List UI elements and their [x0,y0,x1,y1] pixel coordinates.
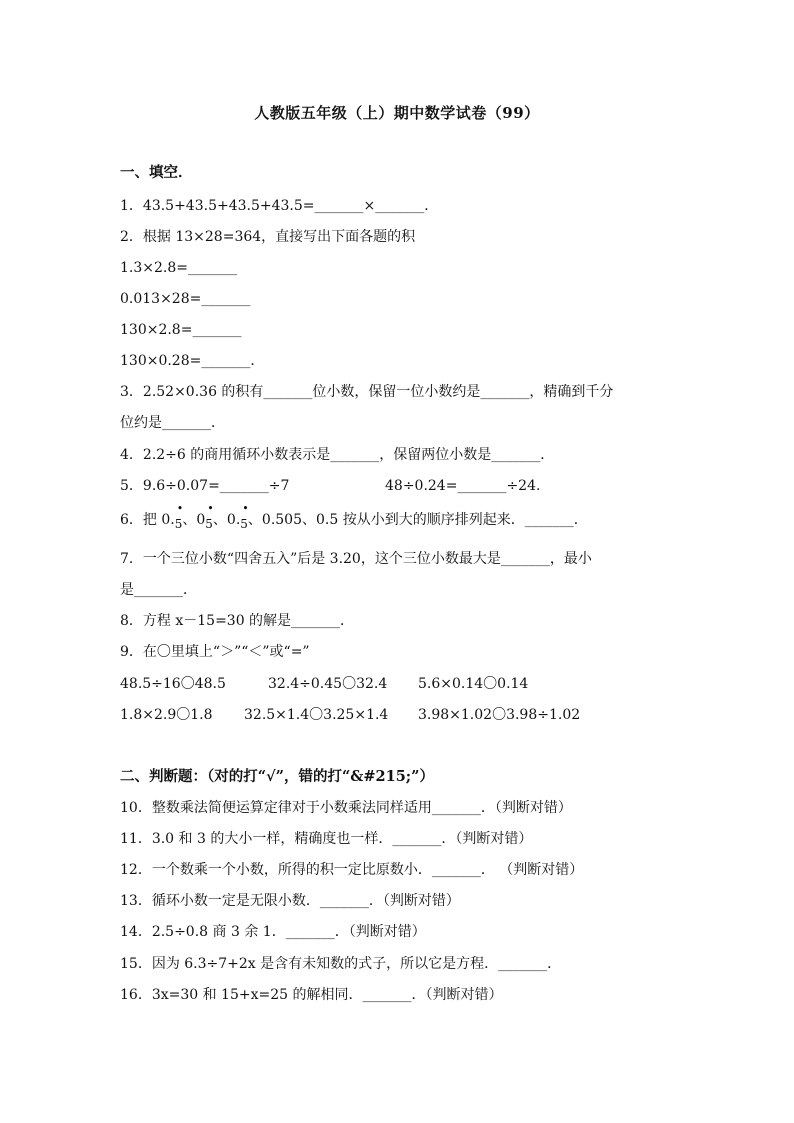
compare-item: 48.5÷16〇48.5 [120,676,226,692]
question-13: 13．循环小数一定是无限小数．_______．（判断对错） [120,893,460,909]
question-14: 14．2.5÷0.8 商 3 余 1．_______．（判断对错） [120,924,426,940]
repeat-dot: • [176,502,184,515]
question-7-line-2: 是_______． [120,582,197,598]
question-2: 2．根据 13×28=364，直接写出下面各题的积 [120,229,416,245]
repeating-digit-3: • 5 [240,502,249,531]
section2-heading: 二、判断题：（对的打“√”，错的打“&#215;”） [120,768,435,785]
compare-item: 5.6×0.14〇0.14 [418,676,529,692]
question-9-row-1 [120,674,690,694]
question-11: 11．3.0 和 3 的大小一样，精确度也一样．_______．（判断对错） [120,831,533,847]
question-5-right: 48÷0.24=_______÷24. [385,478,541,494]
compare-item: 32.4÷0.45〇32.4 [268,676,388,692]
question-5-left: 5．9.6÷0.07=_______÷7 [120,478,290,494]
question-16: 16．3x=30 和 15+x=25 的解相同．_______．（判断对错） [120,987,503,1003]
question-6-mid-1: 、0 [182,512,206,528]
question-3-line-1: 3．2.52×0.36 的积有_______位小数，保留一位小数约是_______，精确到千分 [120,384,614,400]
question-2-item-1: 1.3×2.8=_______ [120,260,237,276]
question-3-line-2: 位约是_______． [120,415,225,431]
compare-item: 1.8×2.9〇1.8 [120,707,213,723]
question-7-line-1: 7．一个三位小数“四舍五入”后是 3.20，这个三位小数最大是_______，最小 [120,551,592,567]
question-9: 9．在〇里填上“＞”“＜”或“=” [120,644,310,660]
question-10: 10．整数乘法简便运算定律对于小数乘法同样适用_______．（判断对错） [120,800,572,816]
question-5 [120,476,690,496]
question-15: 15．因为 6.3÷7+2x 是含有未知数的式子，所以它是方程．_______． [120,956,562,972]
repeat-dot: • [242,502,249,515]
repeating-digit-1: • 5 [174,502,184,531]
question-2-item-4: 130×0.28=_______． [120,353,265,369]
question-4: 4．2.2÷6 的商用循环小数表示是_______，保留两位小数是_______． [120,447,555,463]
question-6-mid-2: 、0. [212,512,241,528]
compare-item: 3.98×1.02〇3.98÷1.02 [418,707,581,723]
page-title: 人教版五年级（上）期中数学试卷（99） [254,104,540,122]
question-6-prefix: 6．把 0. [120,512,175,528]
compare-item: 32.5×1.4〇3.25×1.4 [244,707,389,723]
repeat-dot: • [207,502,214,515]
question-2-item-3: 130×2.8=_______ [120,322,242,338]
repeating-digit-2: • 5 [205,502,214,531]
question-1: 1．43.5+43.5+43.5+43.5=_______×_______． [120,198,439,214]
question-2-item-2: 0.013×28=_______ [120,291,251,307]
question-8: 8．方程 x－15=30 的解是_______． [120,613,355,629]
question-9-row-2 [120,705,690,725]
section1-heading: 一、填空． [120,164,193,181]
question-12: 12．一个数乘一个小数，所得的积一定比原数小．_______． （判断对错） [120,862,584,878]
question-6 [120,502,690,531]
question-6-suffix: 、0.505、0.5 按从小到大的顺序排列起来．_______． [247,512,588,528]
